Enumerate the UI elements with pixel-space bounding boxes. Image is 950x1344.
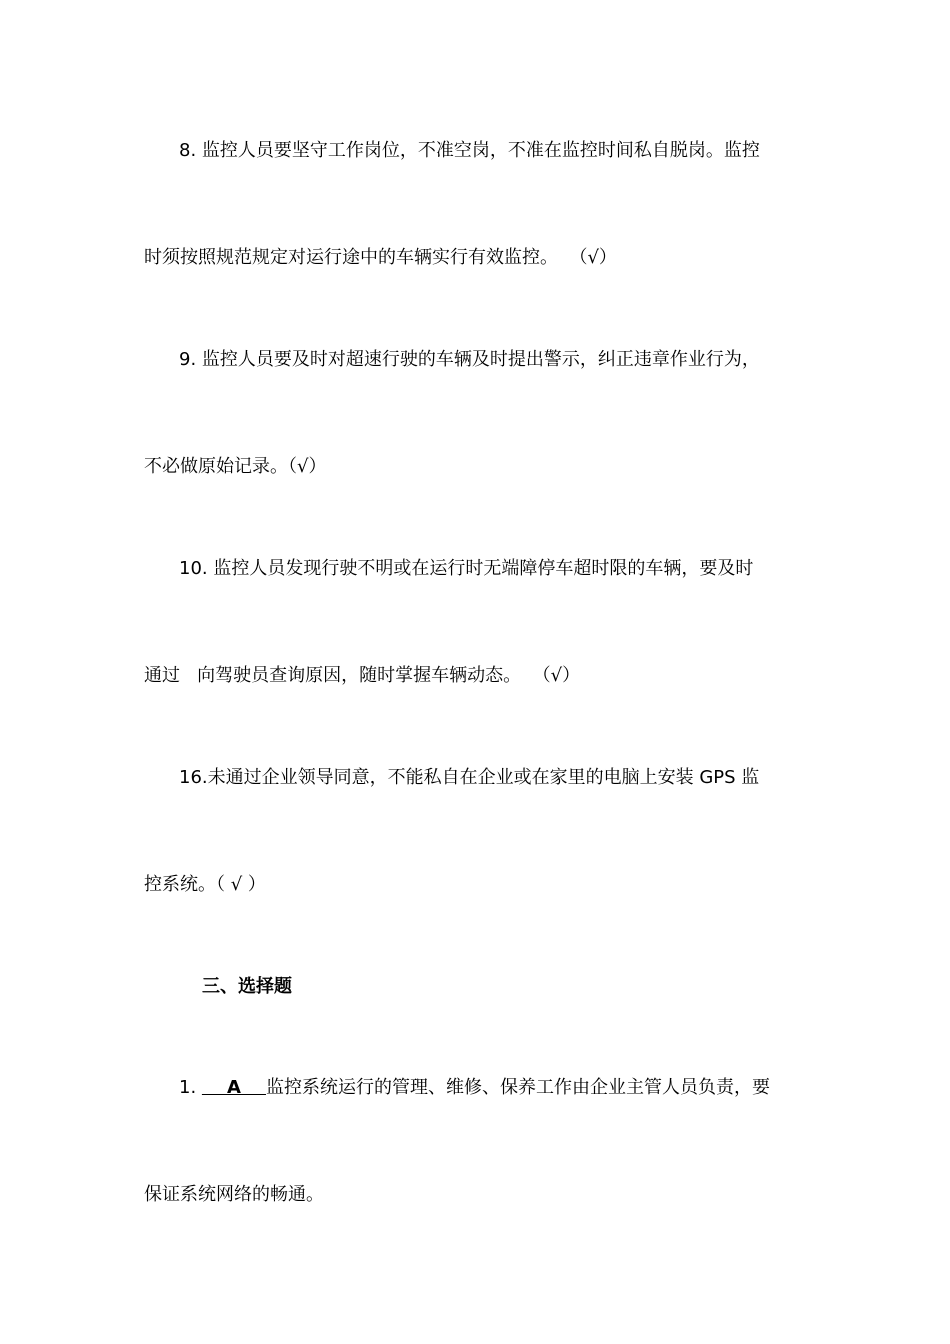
question-1-answer-blank: A bbox=[201, 1077, 266, 1098]
question-1-text: 监控系统运行的管理、维修、保养工作由企业主管人员负责，要 bbox=[265, 1077, 770, 1098]
item-8-line-1: 8. 监控人员要坚守工作岗位，不准空岗，不准在监控时间私自脱岗。监控 bbox=[179, 140, 760, 161]
section-heading: 三、选择题 bbox=[202, 976, 292, 997]
item-10-line-2: 通过 向驾驶员查询原因，随时掌握车辆动态。 （√） bbox=[144, 665, 581, 686]
question-1-line-2: 保证系统网络的畅通。 bbox=[144, 1184, 324, 1205]
item-8-line-2: 时须按照规范规定对运行途中的车辆实行有效监控。 （√） bbox=[144, 247, 617, 268]
item-9-line-1: 9. 监控人员要及时对超速行驶的车辆及时提出警示，纠正违章作业行为， bbox=[179, 349, 760, 370]
question-1-number: 1. bbox=[179, 1077, 202, 1098]
item-16-line-2: 控系统。（ √ ） bbox=[144, 874, 266, 895]
item-16-line-1: 16.未通过企业领导同意，不能私自在企业或在家里的电脑上安装 GPS 监 bbox=[179, 767, 760, 788]
item-10-line-1: 10. 监控人员发现行驶不明或在运行时无端障停车超时限的车辆，要及时 bbox=[179, 558, 754, 579]
question-1-line-1 bbox=[179, 1076, 770, 1100]
item-9-line-2: 不必做原始记录。（√） bbox=[144, 456, 327, 477]
